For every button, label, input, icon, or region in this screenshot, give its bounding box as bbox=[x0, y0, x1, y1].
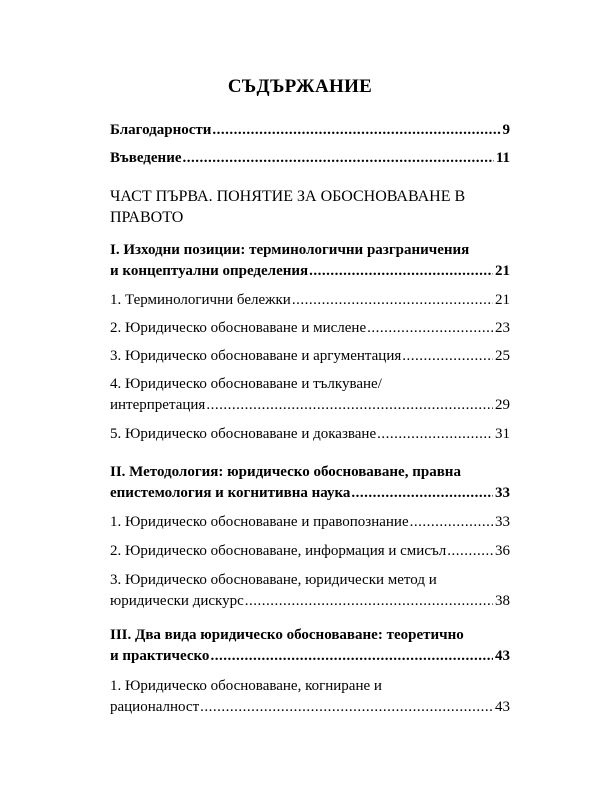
toc-page-number: 9 bbox=[502, 122, 510, 138]
toc-section-label-line1: 1. Юридическо обосноваване, когниране и bbox=[110, 678, 382, 694]
toc-section-2-1[interactable] bbox=[110, 512, 510, 533]
toc-section-2-2[interactable] bbox=[110, 541, 510, 562]
toc-section-label: рационалност bbox=[110, 699, 200, 715]
toc-page-number: 38 bbox=[495, 593, 510, 609]
toc-section-label: интерпретация bbox=[110, 397, 206, 413]
toc-section-label: 5. Юридическо обосноваване и доказване bbox=[110, 426, 377, 442]
dot-leader bbox=[292, 290, 493, 311]
part-heading-line2: ПРАВОТО bbox=[110, 209, 184, 226]
toc-section-1-3[interactable] bbox=[110, 346, 510, 367]
chapter-title-line2: и практическо bbox=[110, 648, 210, 664]
dot-leader bbox=[447, 541, 493, 562]
toc-chapter-1[interactable] bbox=[110, 240, 510, 282]
chapter-title-line2: и концептуални определения bbox=[110, 263, 309, 279]
dot-leader bbox=[410, 512, 493, 533]
dot-leader bbox=[210, 646, 493, 667]
toc-section-label-line1: 3. Юридическо обосноваване, юридически метод и bbox=[110, 572, 437, 588]
dot-leader bbox=[367, 318, 493, 339]
toc-section-1-4[interactable] bbox=[110, 374, 510, 416]
chapter-title-line1: II. Методология: юридическо обосноваване, правна bbox=[110, 464, 461, 480]
chapter-title-line2: епистемология и когнитивна наука bbox=[110, 485, 351, 501]
toc-section-1-5[interactable] bbox=[110, 424, 510, 445]
toc-section-label: 2. Юридическо обосноваване, информация и смисъл bbox=[110, 543, 447, 559]
toc-page-number: 29 bbox=[495, 397, 510, 413]
dot-leader bbox=[402, 346, 493, 367]
dot-leader bbox=[200, 697, 493, 718]
dot-leader bbox=[309, 261, 493, 282]
toc-page-number: 33 bbox=[495, 514, 510, 530]
toc-chapter-2[interactable] bbox=[110, 462, 510, 504]
toc-page-number: 43 bbox=[495, 699, 510, 715]
page-title: СЪДЪРЖАНИЕ bbox=[227, 76, 373, 97]
toc-entry-label: Благодарности bbox=[110, 122, 212, 138]
chapter-title-line1: I. Изходни позиции: терминологични разграничения bbox=[110, 242, 470, 258]
toc-section-label-line1: 4. Юридическо обосноваване и тълкуване/ bbox=[110, 376, 382, 392]
toc-section-label: 1. Юридическо обосноваване и правопознание bbox=[110, 514, 409, 530]
toc-page-number: 43 bbox=[495, 648, 510, 664]
toc-section-1-1[interactable] bbox=[110, 290, 510, 311]
toc-section-3-1[interactable] bbox=[110, 676, 510, 718]
toc-entry-blagodarnosti[interactable] bbox=[110, 120, 510, 141]
toc-section-1-2[interactable] bbox=[110, 318, 510, 339]
toc-page-number: 21 bbox=[495, 292, 510, 308]
chapter-title-line1: III. Два вида юридическо обосноваване: теоретично bbox=[110, 627, 464, 643]
toc-section-2-3[interactable] bbox=[110, 570, 510, 612]
part-one-heading bbox=[110, 186, 510, 228]
toc-entry-vavedenie[interactable] bbox=[110, 148, 510, 169]
toc-page-number: 11 bbox=[495, 150, 510, 166]
toc-entry-label: Въведение bbox=[110, 150, 182, 166]
dot-leader bbox=[351, 483, 493, 504]
part-heading-line1: ЧАСТ ПЪРВА. ПОНЯТИЕ ЗА ОБОСНОВАВАНЕ В bbox=[110, 188, 466, 205]
dot-leader bbox=[245, 591, 493, 612]
toc-page-number: 21 bbox=[495, 263, 510, 279]
dot-leader bbox=[212, 120, 500, 141]
toc-page-number: 36 bbox=[495, 543, 510, 559]
toc-page-number: 23 bbox=[495, 320, 510, 336]
dot-leader bbox=[377, 424, 493, 445]
toc-section-label: 1. Терминологични бележки bbox=[110, 292, 291, 308]
dot-leader bbox=[183, 148, 494, 169]
toc-page-number: 25 bbox=[495, 348, 510, 364]
toc-section-label: 2. Юридическо обосноваване и мислене bbox=[110, 320, 367, 336]
toc-page-number: 31 bbox=[495, 426, 510, 442]
toc-section-label: 3. Юридическо обосноваване и аргументация bbox=[110, 348, 402, 364]
toc-page-number: 33 bbox=[495, 485, 510, 501]
toc-section-label: юридически дискурс bbox=[110, 593, 244, 609]
dot-leader bbox=[206, 395, 493, 416]
toc-chapter-3[interactable] bbox=[110, 625, 510, 667]
